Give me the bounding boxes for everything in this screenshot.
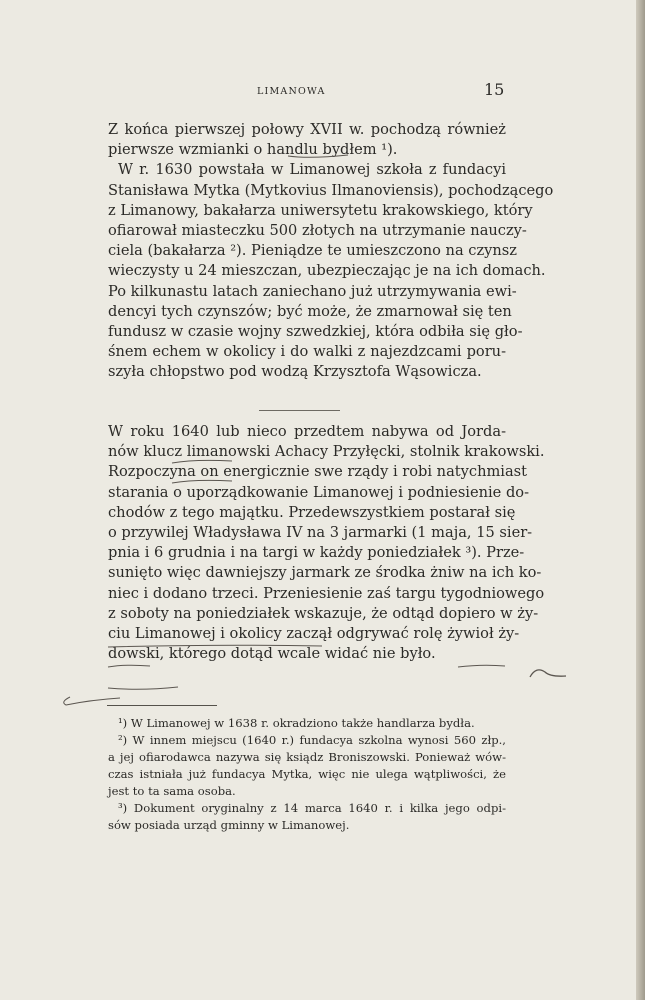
text-line: ciela (bakałarza ²). Pieniądze te umieszczono na czynsz bbox=[108, 242, 517, 260]
page-number: 15 bbox=[484, 80, 505, 99]
footnote-3: ³) Dokument oryginalny z 14 marca 1640 r. i kilka jego odpi- bbox=[118, 801, 506, 815]
text-line: W roku 1640 lub nieco przedtem nabywa od Jorda- bbox=[108, 423, 506, 440]
text-line: Po kilkunastu latach zaniechano już utrzymywania ewi- bbox=[108, 282, 517, 300]
text-line: sunięto więc dawniejszy jarmark ze środka żniw na ich ko- bbox=[108, 564, 542, 582]
paragraph-history-1640 bbox=[108, 422, 545, 664]
text-line: nów klucz limanowski Achacy Przyłęcki, stolnik krakowski. bbox=[108, 443, 545, 461]
text-line: pnia i 6 grudnia i na targi w każdy poniedziałek ³). Prze- bbox=[108, 544, 525, 562]
text-line: fundusz w czasie wojny szwedzkiej, która odbiła się gło- bbox=[108, 323, 523, 341]
section-separator bbox=[259, 410, 340, 411]
text-line: chodów z tego majątku. Przedewszystkiem postarał się bbox=[108, 503, 516, 521]
page-edge-shadow bbox=[636, 0, 645, 1000]
footnotes bbox=[108, 715, 506, 834]
text-line: śnem echem w okolicy i do walki z najezdzcami poru- bbox=[108, 343, 506, 361]
text-line: dowski, którego dotąd wcale widać nie było. bbox=[108, 645, 436, 663]
text-line: dencyi tych czynszów; być może, że zmarnował się ten bbox=[108, 302, 512, 320]
footnote-1: ¹) W Limanowej w 1638 r. okradziono także handlarza bydła. bbox=[118, 716, 475, 730]
pencil-underline-zydowski bbox=[108, 665, 505, 689]
footnote-line: a jej ofiarodawca nazywa się ksiądz Broniszowski. Ponieważ wów- bbox=[108, 750, 506, 764]
text-line: niec i dodano trzeci. Przeniesienie zaś targu tygodniowego bbox=[108, 584, 545, 602]
text-line: starania o uporządkowanie Limanowej i podniesienie do- bbox=[108, 483, 530, 501]
text-line: o przywilej Władysława IV na 3 jarmarki (1 maja, 15 sier- bbox=[108, 524, 533, 542]
text-line: Z końca pierwszej połowy XVII w. pochodzą również bbox=[108, 121, 506, 138]
text-line: z soboty na poniedziałek wskazuje, że odtąd dopiero w ży- bbox=[108, 604, 539, 622]
paragraph-history-1630 bbox=[108, 120, 554, 383]
footnote-line: sów posiada urząd gminny w Limanowej. bbox=[108, 818, 350, 832]
text-line: ofiarował miasteczku 500 złotych na utrzymanie nauczy- bbox=[108, 222, 527, 240]
footnote-line: jest to ta sama osoba. bbox=[108, 784, 236, 798]
text-line: wieczysty u 24 mieszczan, ubezpieczając je na ich domach. bbox=[108, 262, 546, 280]
footnote-line: czas istniała już fundacya Mytka, więc nie ulega wątpliwości, że bbox=[108, 767, 506, 781]
text-line: W r. 1630 powstała w Limanowej szkoła z fundacyi bbox=[118, 161, 506, 179]
running-title: LIMANOWA bbox=[257, 86, 326, 97]
pencil-margin-mark bbox=[530, 670, 566, 677]
text-line: szyła chłopstwo pod wodzą Krzysztofa Wąsowicza. bbox=[108, 363, 482, 381]
footnote-rule bbox=[107, 705, 217, 706]
text-line: pierwsze wzmianki o handlu bydłem ¹). bbox=[108, 141, 398, 159]
footnote-2: ²) W innem miejscu (1640 r.) fundacya szkolna wynosi 560 złp., bbox=[118, 733, 506, 747]
page-header bbox=[0, 80, 636, 102]
text-line: Stanisława Mytka (Mytkovius Ilmanoviensis), pochodzącego bbox=[108, 181, 554, 199]
pencil-underline-zyciu bbox=[108, 665, 150, 667]
pencil-hook-left bbox=[64, 697, 120, 705]
text-line: z Limanowy, bakałarza uniwersytetu krakowskiego, który bbox=[108, 201, 533, 219]
text-line: Rozpoczyna on energicznie swe rządy i robi natychmiast bbox=[108, 463, 528, 481]
text-line: ciu Limanowej i okolicy zaczął odgrywać rolę żywioł ży- bbox=[108, 625, 520, 643]
